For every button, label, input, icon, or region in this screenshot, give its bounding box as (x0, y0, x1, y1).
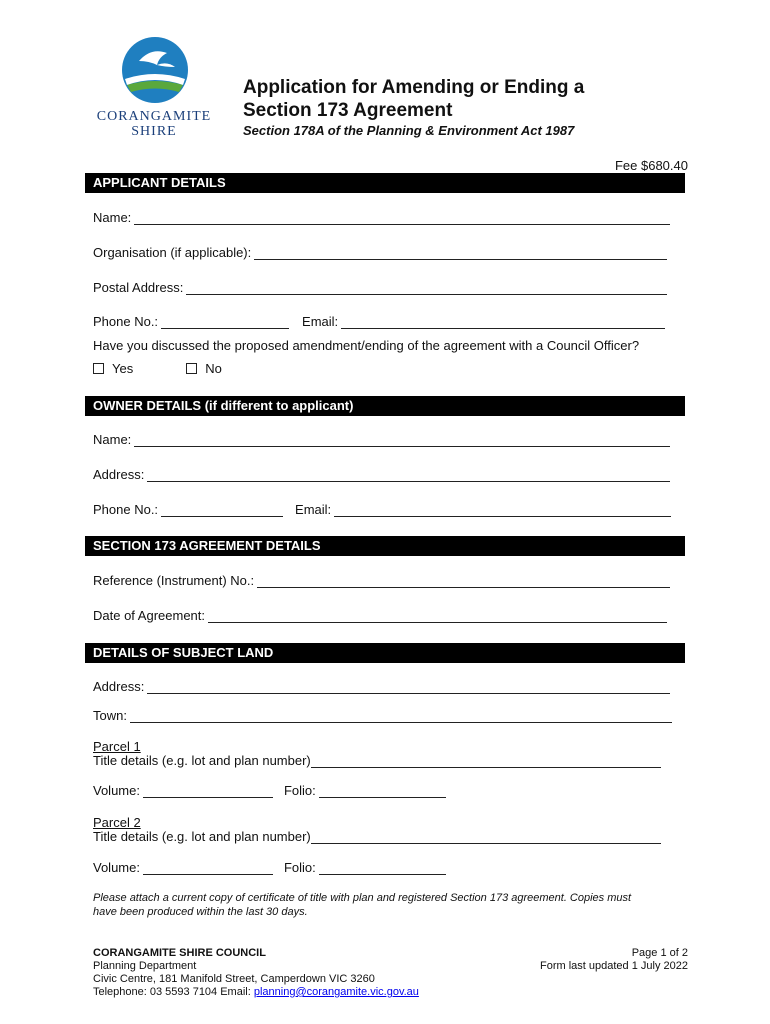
owner-phone-label: Phone No.: (93, 502, 159, 517)
parcel1-volume-row (93, 783, 446, 798)
parcel2-title-field[interactable] (311, 829, 661, 844)
footer-contact (93, 947, 419, 999)
parcel1-folio-label: Folio: (283, 783, 316, 798)
owner-email-label: Email: (295, 502, 332, 517)
applicant-organisation-field[interactable] (254, 245, 667, 260)
owner-contact-row (93, 502, 671, 517)
parcel2-folio-field[interactable] (319, 860, 446, 875)
parcel1-volume-field[interactable] (143, 783, 273, 798)
fee-label: Fee $680.40 (614, 158, 688, 173)
applicant-phone-field[interactable] (161, 314, 289, 329)
owner-email-field[interactable] (334, 502, 671, 517)
page-title (243, 76, 663, 122)
logo-text (95, 109, 213, 139)
owner-name-label: Name: (93, 432, 132, 447)
reference-field[interactable] (257, 573, 670, 588)
land-address-label: Address: (93, 679, 145, 694)
council-logo (95, 35, 225, 145)
parcel2-volume-label: Volume: (93, 860, 140, 875)
applicant-email-field[interactable] (341, 314, 665, 329)
section-heading-owner: OWNER DETAILS (if different to applicant) (85, 396, 685, 416)
parcel2-volume-field[interactable] (143, 860, 273, 875)
reference-label: Reference (Instrument) No.: (93, 573, 255, 588)
footer-meta (540, 947, 688, 973)
parcel1-title-label: Title details (e.g. lot and plan number) (93, 753, 311, 768)
parcel2-title-label: Title details (e.g. lot and plan number) (93, 829, 311, 844)
agreement-date-row (93, 608, 667, 623)
attachment-note-line1: Please attach a current copy of certificate of title with plan and registered Section 173 agreement. Copies must (93, 892, 632, 904)
reference-row (93, 573, 670, 588)
logo-emblem-icon (117, 35, 193, 105)
land-town-field[interactable] (130, 708, 672, 723)
no-label: No (205, 361, 222, 376)
owner-address-field[interactable] (147, 467, 670, 482)
applicant-phone-label: Phone No.: (93, 314, 159, 329)
applicant-name-label: Name: (93, 210, 132, 225)
owner-name-field[interactable] (134, 432, 670, 447)
agreement-date-field[interactable] (208, 608, 667, 623)
section-heading-agreement: SECTION 173 AGREEMENT DETAILS (85, 536, 685, 556)
title-line2: Section 173 Agreement (243, 100, 453, 121)
council-officer-options (93, 361, 222, 376)
logo-line1: CORANGAMITE (96, 109, 212, 124)
logo-line2: SHIRE (131, 124, 177, 139)
footer-address: Civic Centre, 181 Manifold Street, Camperdown VIC 3260 (93, 973, 375, 985)
land-address-field[interactable] (147, 679, 670, 694)
parcel2-folio-label: Folio: (283, 860, 316, 875)
parcel2-title-row (93, 829, 661, 844)
footer-council: CORANGAMITE SHIRE COUNCIL (93, 947, 266, 959)
footer-telephone: Telephone: 03 5593 7104 Email: (93, 986, 251, 998)
section-heading-applicant: APPLICANT DETAILS (85, 173, 685, 193)
applicant-postal-field[interactable] (186, 280, 667, 295)
land-address-row (93, 679, 670, 694)
agreement-date-label: Date of Agreement: (93, 608, 206, 623)
council-officer-question: Have you discussed the proposed amendment/ending of the agreement with a Council Officer? (93, 338, 640, 353)
footer-telephone-row (93, 986, 419, 999)
parcel1-title-field[interactable] (311, 753, 661, 768)
owner-address-row (93, 467, 670, 482)
page-number: Page 1 of 2 (631, 947, 688, 959)
applicant-name-row (93, 210, 670, 225)
parcel1-title-row (93, 753, 661, 768)
applicant-email-label: Email: (302, 314, 339, 329)
parcel1-heading: Parcel 1 (93, 739, 141, 754)
parcel1-volume-label: Volume: (93, 783, 140, 798)
owner-address-label: Address: (93, 467, 145, 482)
owner-phone-field[interactable] (161, 502, 283, 517)
applicant-organisation-label: Organisation (if applicable): (93, 245, 252, 260)
yes-checkbox[interactable] (93, 363, 104, 374)
page-subtitle: Section 178A of the Planning & Environment Act 1987 (243, 123, 575, 138)
attachment-note (93, 891, 631, 919)
land-town-label: Town: (93, 708, 127, 723)
owner-name-row (93, 432, 670, 447)
parcel2-volume-row (93, 860, 446, 875)
land-town-row (93, 708, 672, 723)
parcel1-folio-field[interactable] (319, 783, 446, 798)
footer-dept: Planning Department (93, 960, 197, 972)
applicant-postal-label: Postal Address: (93, 280, 184, 295)
applicant-postal-row (93, 280, 667, 295)
attachment-note-line2: have been produced within the last 30 days. (93, 906, 308, 918)
title-line1: Application for Amending or Ending a (243, 77, 585, 98)
yes-label: Yes (112, 361, 134, 376)
form-updated: Form last updated 1 July 2022 (540, 960, 688, 972)
parcel2-heading: Parcel 2 (93, 815, 141, 830)
footer-email-link[interactable]: planning@corangamite.vic.gov.au (253, 986, 419, 998)
section-heading-land: DETAILS OF SUBJECT LAND (85, 643, 685, 663)
no-checkbox[interactable] (186, 363, 197, 374)
applicant-contact-row (93, 314, 665, 329)
applicant-name-field[interactable] (134, 210, 670, 225)
applicant-organisation-row (93, 245, 667, 260)
